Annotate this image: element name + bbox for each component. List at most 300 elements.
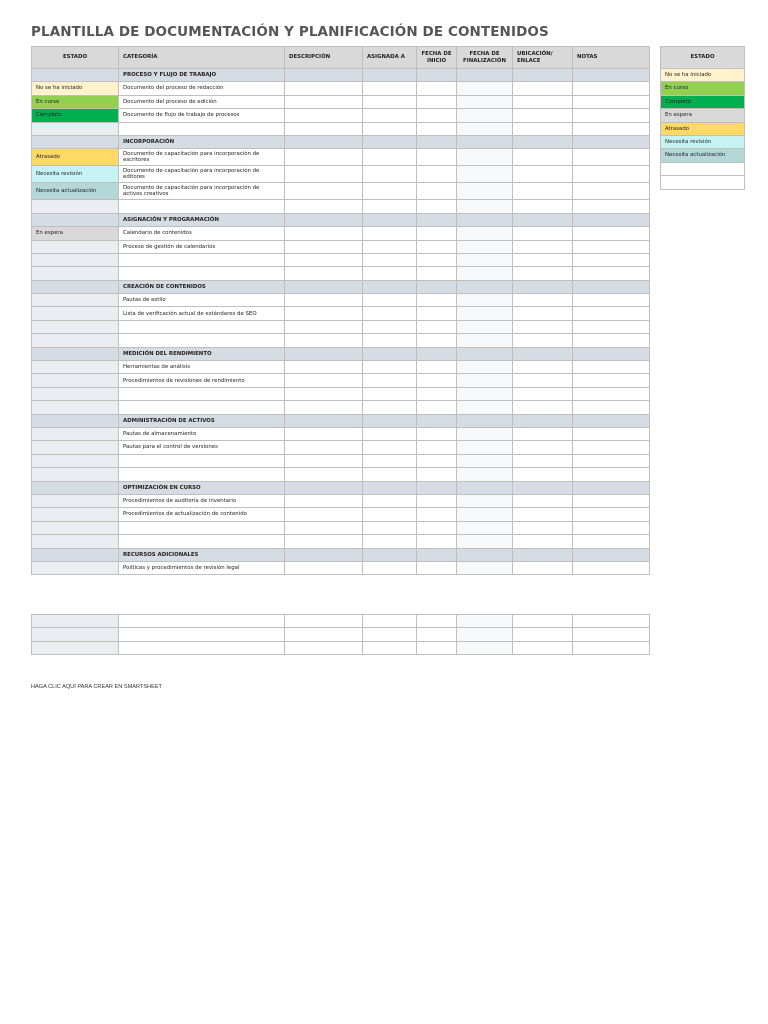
assigned-to-cell[interactable] bbox=[363, 615, 417, 628]
location-cell[interactable] bbox=[513, 387, 573, 400]
status-cell[interactable] bbox=[32, 374, 119, 387]
end-date-cell[interactable] bbox=[457, 200, 513, 213]
location-cell[interactable] bbox=[513, 508, 573, 521]
description-cell[interactable] bbox=[285, 521, 363, 534]
assigned-to-cell[interactable] bbox=[363, 334, 417, 347]
start-date-cell[interactable] bbox=[417, 240, 457, 253]
category-cell[interactable]: Pautas de almacenamiento bbox=[119, 427, 285, 440]
status-cell[interactable] bbox=[32, 615, 119, 628]
assigned-to-cell[interactable] bbox=[363, 240, 417, 253]
start-date-cell[interactable] bbox=[417, 641, 457, 654]
notes-cell[interactable] bbox=[573, 387, 650, 400]
description-cell[interactable] bbox=[285, 441, 363, 454]
notes-cell[interactable] bbox=[573, 307, 650, 320]
category-cell[interactable]: Procedimientos de auditoría de inventario bbox=[119, 494, 285, 507]
description-cell[interactable] bbox=[285, 361, 363, 374]
assigned-to-cell[interactable] bbox=[363, 95, 417, 108]
end-date-cell[interactable] bbox=[457, 628, 513, 641]
section-filler-cell bbox=[285, 69, 363, 82]
status-cell[interactable] bbox=[32, 628, 119, 641]
status-cell[interactable]: En curso bbox=[32, 95, 119, 108]
start-date-cell[interactable] bbox=[417, 441, 457, 454]
description-cell[interactable] bbox=[285, 109, 363, 122]
category-cell[interactable]: Documento de capacitación para incorporación de editores bbox=[119, 166, 285, 183]
table-row bbox=[32, 521, 650, 534]
end-date-cell[interactable] bbox=[457, 95, 513, 108]
location-cell[interactable] bbox=[513, 183, 573, 200]
assigned-to-cell[interactable] bbox=[363, 468, 417, 481]
end-date-cell[interactable] bbox=[457, 508, 513, 521]
location-cell[interactable] bbox=[513, 82, 573, 95]
assigned-to-cell[interactable] bbox=[363, 374, 417, 387]
status-cell[interactable]: Necesita revisión bbox=[32, 166, 119, 183]
section-filler-cell bbox=[363, 280, 417, 293]
start-date-cell[interactable] bbox=[417, 109, 457, 122]
section-filler-cell bbox=[513, 481, 573, 494]
section-filler-cell bbox=[417, 280, 457, 293]
assigned-to-cell[interactable] bbox=[363, 454, 417, 467]
location-cell[interactable] bbox=[513, 374, 573, 387]
start-date-cell[interactable] bbox=[417, 361, 457, 374]
description-cell[interactable] bbox=[285, 468, 363, 481]
status-cell[interactable] bbox=[32, 468, 119, 481]
description-cell[interactable] bbox=[285, 227, 363, 240]
start-date-cell[interactable] bbox=[417, 615, 457, 628]
notes-cell[interactable] bbox=[573, 468, 650, 481]
location-cell[interactable] bbox=[513, 401, 573, 414]
start-date-cell[interactable] bbox=[417, 521, 457, 534]
category-cell[interactable]: Documento del proceso de edición bbox=[119, 95, 285, 108]
category-cell[interactable] bbox=[119, 387, 285, 400]
end-date-cell[interactable] bbox=[457, 82, 513, 95]
table-row bbox=[32, 641, 650, 654]
notes-cell[interactable] bbox=[573, 166, 650, 183]
end-date-cell[interactable] bbox=[457, 387, 513, 400]
description-cell[interactable] bbox=[285, 641, 363, 654]
section-row bbox=[32, 481, 650, 494]
location-cell[interactable] bbox=[513, 361, 573, 374]
notes-cell[interactable] bbox=[573, 320, 650, 333]
start-date-cell[interactable] bbox=[417, 183, 457, 200]
notes-cell[interactable] bbox=[573, 253, 650, 266]
notes-cell[interactable] bbox=[573, 334, 650, 347]
page-title: PLANTILLA DE DOCUMENTACIÓN Y PLANIFICACIÓN DE CONTENIDOS bbox=[31, 24, 549, 40]
category-cell[interactable] bbox=[119, 468, 285, 481]
notes-cell[interactable] bbox=[573, 628, 650, 641]
assigned-to-cell[interactable] bbox=[363, 166, 417, 183]
location-cell[interactable] bbox=[513, 494, 573, 507]
section-filler-cell bbox=[417, 69, 457, 82]
end-date-cell[interactable] bbox=[457, 149, 513, 166]
description-cell[interactable] bbox=[285, 374, 363, 387]
section-filler-cell bbox=[573, 347, 650, 360]
assigned-to-cell[interactable] bbox=[363, 109, 417, 122]
notes-cell[interactable] bbox=[573, 494, 650, 507]
category-cell[interactable]: Documento de capacitación para incorporación de activos creativos bbox=[119, 183, 285, 200]
location-cell[interactable] bbox=[513, 267, 573, 280]
end-date-cell[interactable] bbox=[457, 441, 513, 454]
description-cell[interactable] bbox=[285, 494, 363, 507]
description-cell[interactable] bbox=[285, 149, 363, 166]
category-cell[interactable] bbox=[119, 253, 285, 266]
end-date-cell[interactable] bbox=[457, 494, 513, 507]
end-date-cell[interactable] bbox=[457, 561, 513, 574]
end-date-cell[interactable] bbox=[457, 307, 513, 320]
description-cell[interactable] bbox=[285, 240, 363, 253]
start-date-cell[interactable] bbox=[417, 334, 457, 347]
category-cell[interactable] bbox=[119, 200, 285, 213]
start-date-cell[interactable] bbox=[417, 200, 457, 213]
assigned-to-cell[interactable] bbox=[363, 253, 417, 266]
assigned-to-cell[interactable] bbox=[363, 320, 417, 333]
notes-cell[interactable] bbox=[573, 615, 650, 628]
assigned-to-cell[interactable] bbox=[363, 401, 417, 414]
section-status-cell bbox=[32, 481, 119, 494]
location-cell[interactable] bbox=[513, 468, 573, 481]
status-cell[interactable] bbox=[32, 253, 119, 266]
notes-cell[interactable] bbox=[573, 82, 650, 95]
status-cell[interactable] bbox=[32, 535, 119, 548]
status-cell[interactable] bbox=[32, 454, 119, 467]
end-date-cell[interactable] bbox=[457, 468, 513, 481]
location-cell[interactable] bbox=[513, 561, 573, 574]
category-cell[interactable]: Proceso de gestión de calendarios bbox=[119, 240, 285, 253]
category-cell[interactable]: Lista de verificación actual de estándares de SEO bbox=[119, 307, 285, 320]
section-title: MEDICIÓN DEL RENDIMIENTO bbox=[119, 347, 285, 360]
assigned-to-cell[interactable] bbox=[363, 183, 417, 200]
end-date-cell[interactable] bbox=[457, 454, 513, 467]
status-cell[interactable] bbox=[32, 427, 119, 440]
status-cell[interactable]: No se ha iniciado bbox=[32, 82, 119, 95]
start-date-cell[interactable] bbox=[417, 149, 457, 166]
location-cell[interactable] bbox=[513, 641, 573, 654]
notes-cell[interactable] bbox=[573, 441, 650, 454]
notes-cell[interactable] bbox=[573, 508, 650, 521]
description-cell[interactable] bbox=[285, 253, 363, 266]
start-date-cell[interactable] bbox=[417, 307, 457, 320]
notes-cell[interactable] bbox=[573, 521, 650, 534]
notes-cell[interactable] bbox=[573, 200, 650, 213]
description-cell[interactable] bbox=[285, 267, 363, 280]
table-row bbox=[32, 454, 650, 467]
table-row bbox=[32, 535, 650, 548]
smartsheet-link[interactable]: HAGA CLIC AQUÍ PARA CREAR EN SMARTSHEET bbox=[31, 684, 162, 690]
location-cell[interactable] bbox=[513, 294, 573, 307]
start-date-cell[interactable] bbox=[417, 267, 457, 280]
notes-cell[interactable] bbox=[573, 401, 650, 414]
category-cell[interactable] bbox=[119, 334, 285, 347]
status-cell[interactable]: Necesita actualización bbox=[32, 183, 119, 200]
location-cell[interactable] bbox=[513, 307, 573, 320]
description-cell[interactable] bbox=[285, 320, 363, 333]
location-cell[interactable] bbox=[513, 227, 573, 240]
category-cell[interactable]: Procedimientos de actualización de contenido bbox=[119, 508, 285, 521]
notes-cell[interactable] bbox=[573, 149, 650, 166]
table-row bbox=[32, 95, 650, 108]
category-cell[interactable]: Calendario de contenidos bbox=[119, 227, 285, 240]
start-date-cell[interactable] bbox=[417, 82, 457, 95]
end-date-cell[interactable] bbox=[457, 253, 513, 266]
assigned-to-cell[interactable] bbox=[363, 361, 417, 374]
end-date-cell[interactable] bbox=[457, 183, 513, 200]
description-cell[interactable] bbox=[285, 307, 363, 320]
start-date-cell[interactable] bbox=[417, 401, 457, 414]
status-cell[interactable] bbox=[32, 561, 119, 574]
location-cell[interactable] bbox=[513, 253, 573, 266]
assigned-to-cell[interactable] bbox=[363, 227, 417, 240]
legend-item: Necesita actualización bbox=[661, 149, 745, 162]
section-status-cell bbox=[32, 69, 119, 82]
table-row bbox=[32, 361, 650, 374]
description-cell[interactable] bbox=[285, 427, 363, 440]
status-cell[interactable] bbox=[32, 387, 119, 400]
assigned-to-cell[interactable] bbox=[363, 122, 417, 135]
end-date-cell[interactable] bbox=[457, 240, 513, 253]
location-cell[interactable] bbox=[513, 109, 573, 122]
category-cell[interactable] bbox=[119, 401, 285, 414]
section-filler-cell bbox=[573, 548, 650, 561]
end-date-cell[interactable] bbox=[457, 267, 513, 280]
status-cell[interactable] bbox=[32, 294, 119, 307]
status-cell[interactable] bbox=[32, 508, 119, 521]
start-date-cell[interactable] bbox=[417, 468, 457, 481]
status-cell[interactable]: En espera bbox=[32, 227, 119, 240]
start-date-cell[interactable] bbox=[417, 227, 457, 240]
status-cell[interactable] bbox=[32, 521, 119, 534]
assigned-to-cell[interactable] bbox=[363, 294, 417, 307]
category-cell[interactable] bbox=[119, 267, 285, 280]
notes-cell[interactable] bbox=[573, 361, 650, 374]
status-cell[interactable] bbox=[32, 267, 119, 280]
status-cell[interactable] bbox=[32, 334, 119, 347]
notes-cell[interactable] bbox=[573, 561, 650, 574]
category-cell[interactable]: Políticas y procedimientos de revisión legal bbox=[119, 561, 285, 574]
category-cell[interactable]: Herramientas de análisis bbox=[119, 361, 285, 374]
end-date-cell[interactable] bbox=[457, 641, 513, 654]
notes-cell[interactable] bbox=[573, 374, 650, 387]
category-cell[interactable] bbox=[119, 628, 285, 641]
section-filler-cell bbox=[363, 481, 417, 494]
description-cell[interactable] bbox=[285, 615, 363, 628]
description-cell[interactable] bbox=[285, 183, 363, 200]
location-cell[interactable] bbox=[513, 122, 573, 135]
description-cell[interactable] bbox=[285, 166, 363, 183]
category-cell[interactable] bbox=[119, 320, 285, 333]
section-title: OPTIMIZACIÓN EN CURSO bbox=[119, 481, 285, 494]
start-date-cell[interactable] bbox=[417, 628, 457, 641]
status-cell[interactable] bbox=[32, 641, 119, 654]
status-cell[interactable] bbox=[32, 361, 119, 374]
table-body bbox=[32, 69, 650, 575]
status-cell[interactable]: Completo bbox=[32, 109, 119, 122]
status-cell[interactable] bbox=[32, 441, 119, 454]
category-cell[interactable]: Pautas de estilo bbox=[119, 294, 285, 307]
section-filler-cell bbox=[363, 213, 417, 226]
end-date-cell[interactable] bbox=[457, 361, 513, 374]
category-cell[interactable] bbox=[119, 454, 285, 467]
end-date-cell[interactable] bbox=[457, 166, 513, 183]
description-cell[interactable] bbox=[285, 454, 363, 467]
legend-row bbox=[661, 82, 745, 95]
location-cell[interactable] bbox=[513, 200, 573, 213]
notes-cell[interactable] bbox=[573, 641, 650, 654]
assigned-to-cell[interactable] bbox=[363, 307, 417, 320]
status-cell[interactable] bbox=[32, 122, 119, 135]
end-date-cell[interactable] bbox=[457, 122, 513, 135]
description-cell[interactable] bbox=[285, 535, 363, 548]
header-fecha-fin: FECHA DE FINALIZACIÓN bbox=[457, 47, 513, 69]
notes-cell[interactable] bbox=[573, 122, 650, 135]
table-row bbox=[32, 240, 650, 253]
legend-item: Necesita revisión bbox=[661, 135, 745, 148]
location-cell[interactable] bbox=[513, 535, 573, 548]
location-cell[interactable] bbox=[513, 95, 573, 108]
start-date-cell[interactable] bbox=[417, 387, 457, 400]
legend-item bbox=[661, 176, 745, 189]
location-cell[interactable] bbox=[513, 441, 573, 454]
start-date-cell[interactable] bbox=[417, 454, 457, 467]
end-date-cell[interactable] bbox=[457, 401, 513, 414]
location-cell[interactable] bbox=[513, 521, 573, 534]
end-date-cell[interactable] bbox=[457, 227, 513, 240]
location-cell[interactable] bbox=[513, 166, 573, 183]
start-date-cell[interactable] bbox=[417, 122, 457, 135]
start-date-cell[interactable] bbox=[417, 427, 457, 440]
assigned-to-cell[interactable] bbox=[363, 149, 417, 166]
legend-item: No se ha iniciado bbox=[661, 69, 745, 82]
table-row bbox=[32, 387, 650, 400]
category-cell[interactable]: Procedimientos de revisiones de rendimiento bbox=[119, 374, 285, 387]
description-cell[interactable] bbox=[285, 294, 363, 307]
description-cell[interactable] bbox=[285, 122, 363, 135]
end-date-cell[interactable] bbox=[457, 374, 513, 387]
assigned-to-cell[interactable] bbox=[363, 441, 417, 454]
start-date-cell[interactable] bbox=[417, 374, 457, 387]
legend-item: En espera bbox=[661, 109, 745, 122]
notes-cell[interactable] bbox=[573, 454, 650, 467]
assigned-to-cell[interactable] bbox=[363, 628, 417, 641]
assigned-to-cell[interactable] bbox=[363, 82, 417, 95]
description-cell[interactable] bbox=[285, 561, 363, 574]
category-cell[interactable] bbox=[119, 641, 285, 654]
location-cell[interactable] bbox=[513, 427, 573, 440]
category-cell[interactable]: Documento de capacitación para incorporación de escritores bbox=[119, 149, 285, 166]
notes-cell[interactable] bbox=[573, 294, 650, 307]
category-cell[interactable] bbox=[119, 521, 285, 534]
description-cell[interactable] bbox=[285, 401, 363, 414]
assigned-to-cell[interactable] bbox=[363, 535, 417, 548]
table-row bbox=[32, 441, 650, 454]
end-date-cell[interactable] bbox=[457, 535, 513, 548]
start-date-cell[interactable] bbox=[417, 166, 457, 183]
status-cell[interactable] bbox=[32, 307, 119, 320]
status-cell[interactable] bbox=[32, 494, 119, 507]
location-cell[interactable] bbox=[513, 628, 573, 641]
end-date-cell[interactable] bbox=[457, 615, 513, 628]
status-cell[interactable] bbox=[32, 401, 119, 414]
location-cell[interactable] bbox=[513, 240, 573, 253]
assigned-to-cell[interactable] bbox=[363, 387, 417, 400]
start-date-cell[interactable] bbox=[417, 95, 457, 108]
end-date-cell[interactable] bbox=[457, 521, 513, 534]
status-cell[interactable] bbox=[32, 200, 119, 213]
end-date-cell[interactable] bbox=[457, 320, 513, 333]
status-cell[interactable]: Atrasado bbox=[32, 149, 119, 166]
description-cell[interactable] bbox=[285, 200, 363, 213]
assigned-to-cell[interactable] bbox=[363, 641, 417, 654]
location-cell[interactable] bbox=[513, 334, 573, 347]
start-date-cell[interactable] bbox=[417, 253, 457, 266]
table-row bbox=[32, 294, 650, 307]
start-date-cell[interactable] bbox=[417, 494, 457, 507]
notes-cell[interactable] bbox=[573, 227, 650, 240]
start-date-cell[interactable] bbox=[417, 294, 457, 307]
section-filler-cell bbox=[285, 414, 363, 427]
category-cell[interactable] bbox=[119, 535, 285, 548]
notes-cell[interactable] bbox=[573, 267, 650, 280]
category-cell[interactable] bbox=[119, 615, 285, 628]
section-filler-cell bbox=[513, 213, 573, 226]
notes-cell[interactable] bbox=[573, 109, 650, 122]
description-cell[interactable] bbox=[285, 334, 363, 347]
notes-cell[interactable] bbox=[573, 427, 650, 440]
assigned-to-cell[interactable] bbox=[363, 267, 417, 280]
location-cell[interactable] bbox=[513, 149, 573, 166]
notes-cell[interactable] bbox=[573, 240, 650, 253]
end-date-cell[interactable] bbox=[457, 427, 513, 440]
end-date-cell[interactable] bbox=[457, 109, 513, 122]
start-date-cell[interactable] bbox=[417, 561, 457, 574]
section-filler-cell bbox=[573, 69, 650, 82]
end-date-cell[interactable] bbox=[457, 294, 513, 307]
legend-row bbox=[661, 149, 745, 162]
location-cell[interactable] bbox=[513, 454, 573, 467]
category-cell[interactable] bbox=[119, 122, 285, 135]
assigned-to-cell[interactable] bbox=[363, 508, 417, 521]
description-cell[interactable] bbox=[285, 387, 363, 400]
section-filler-cell bbox=[285, 213, 363, 226]
section-title: ASIGNACIÓN Y PROGRAMACIÓN bbox=[119, 213, 285, 226]
assigned-to-cell[interactable] bbox=[363, 561, 417, 574]
notes-cell[interactable] bbox=[573, 183, 650, 200]
location-cell[interactable] bbox=[513, 615, 573, 628]
status-cell[interactable] bbox=[32, 240, 119, 253]
assigned-to-cell[interactable] bbox=[363, 521, 417, 534]
start-date-cell[interactable] bbox=[417, 320, 457, 333]
category-cell[interactable]: Pautas para el control de versiones bbox=[119, 441, 285, 454]
section-filler-cell bbox=[417, 347, 457, 360]
legend-item: Atrasado bbox=[661, 122, 745, 135]
description-cell[interactable] bbox=[285, 628, 363, 641]
assigned-to-cell[interactable] bbox=[363, 427, 417, 440]
assigned-to-cell[interactable] bbox=[363, 494, 417, 507]
description-cell[interactable] bbox=[285, 82, 363, 95]
notes-cell[interactable] bbox=[573, 95, 650, 108]
notes-cell[interactable] bbox=[573, 535, 650, 548]
description-cell[interactable] bbox=[285, 95, 363, 108]
category-cell[interactable]: Documento de flujo de trabajo de procesos bbox=[119, 109, 285, 122]
description-cell[interactable] bbox=[285, 508, 363, 521]
category-cell[interactable]: Documento del proceso de redacción bbox=[119, 82, 285, 95]
status-cell[interactable] bbox=[32, 320, 119, 333]
start-date-cell[interactable] bbox=[417, 508, 457, 521]
table-header-row bbox=[32, 47, 650, 69]
assigned-to-cell[interactable] bbox=[363, 200, 417, 213]
end-date-cell[interactable] bbox=[457, 334, 513, 347]
location-cell[interactable] bbox=[513, 320, 573, 333]
legend-row bbox=[661, 122, 745, 135]
start-date-cell[interactable] bbox=[417, 535, 457, 548]
